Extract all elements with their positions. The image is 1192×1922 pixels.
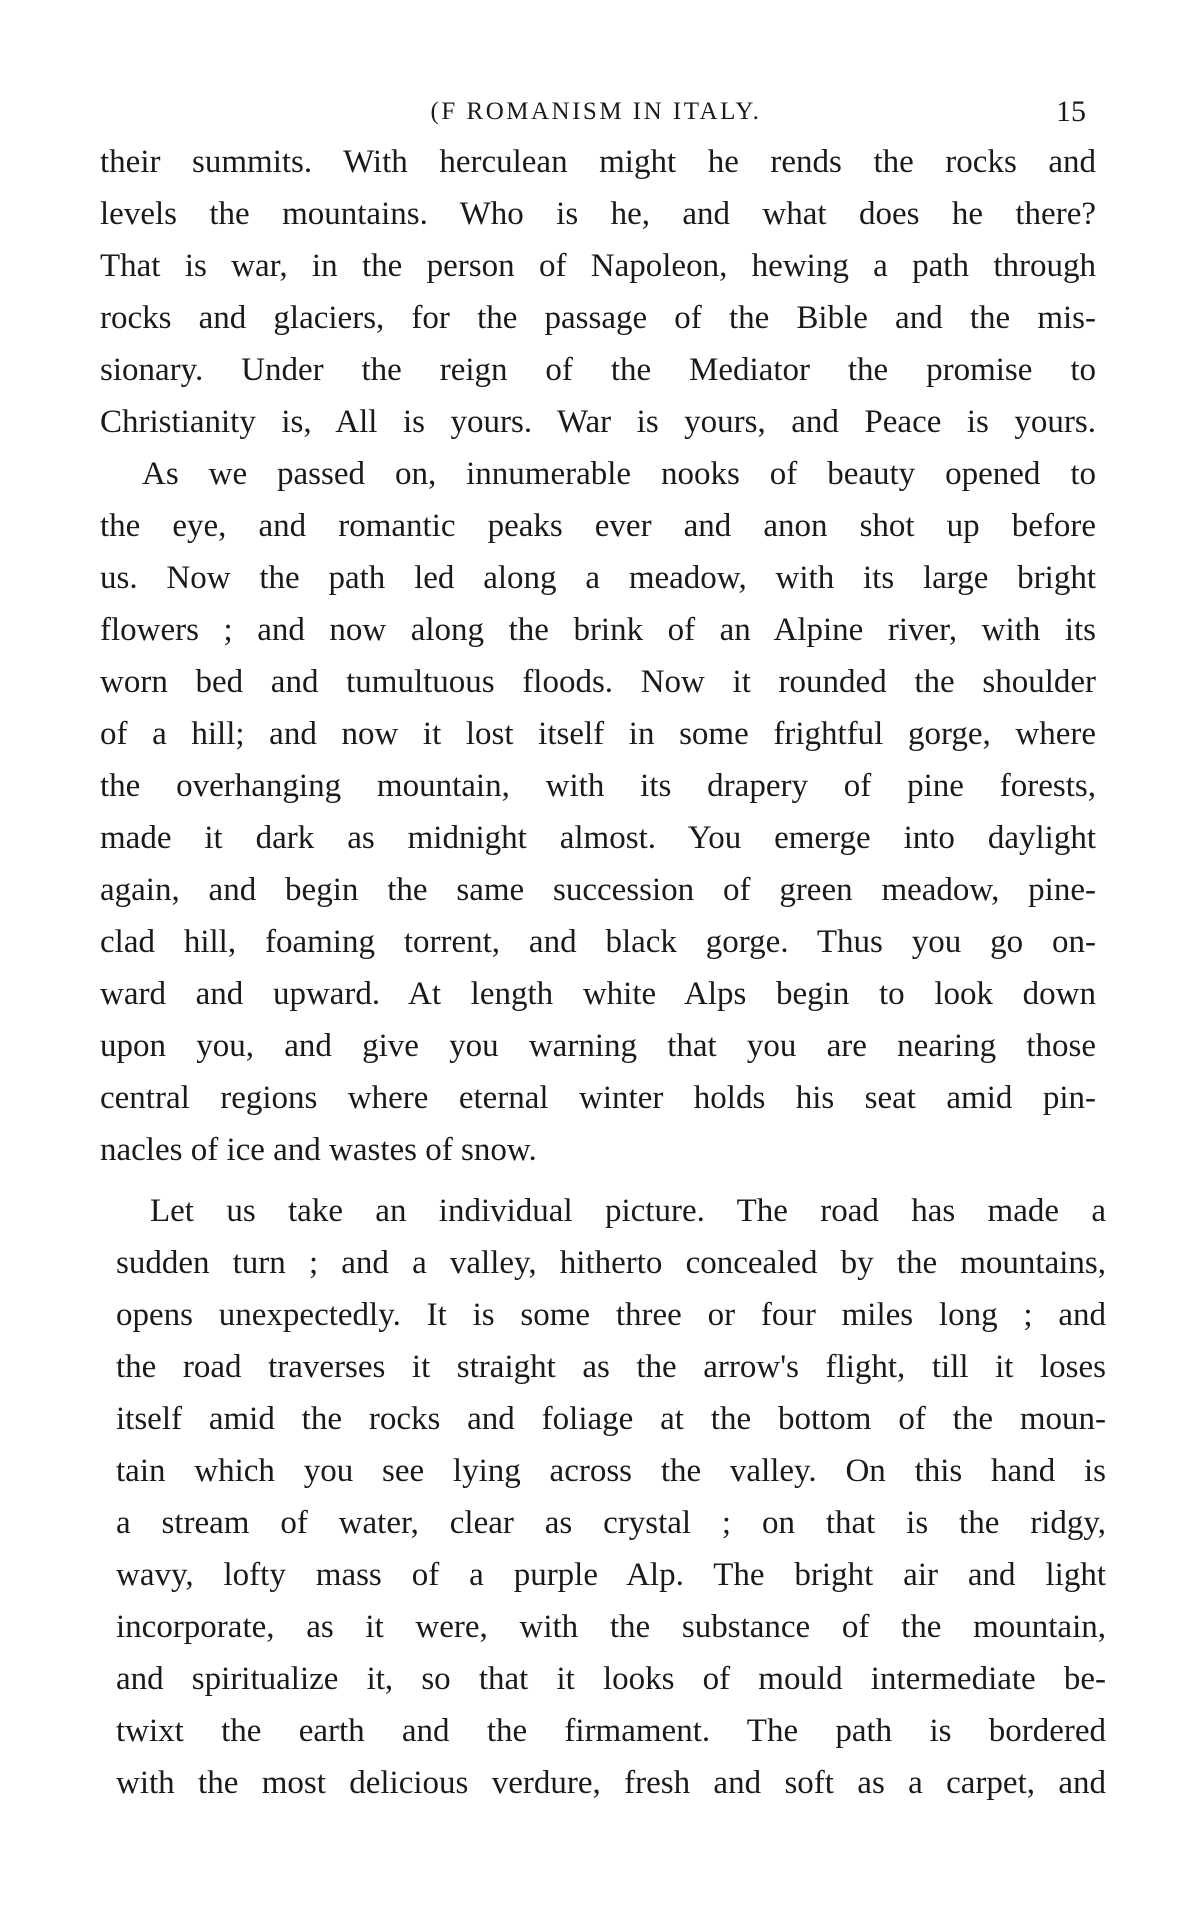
text-line: tain which you see lying across the valley. On this hand is: [116, 1453, 1106, 1489]
text-line: As we passed on, innumerable nooks of beauty opened to: [142, 456, 1096, 492]
text-line: upon you, and give you warning that you are nearing those: [100, 1028, 1096, 1064]
text-line: incorporate, as it were, with the substance of the mountain,: [116, 1609, 1106, 1645]
text-line: sionary. Under the reign of the Mediator the promise to: [100, 352, 1096, 388]
text-line: ward and upward. At length white Alps begin to look down: [100, 976, 1096, 1012]
running-title: (F ROMANISM IN ITALY.: [430, 98, 762, 125]
text-line: worn bed and tumultuous floods. Now it rounded the shoulder: [100, 664, 1096, 700]
text-line: itself amid the rocks and foliage at the bottom of the moun-: [116, 1401, 1106, 1437]
text-line: levels the mountains. Who is he, and what does he there?: [100, 196, 1096, 232]
text-line: nacles of ice and wastes of snow.: [100, 1132, 537, 1168]
text-line: with the most delicious verdure, fresh and soft as a carpet, and: [116, 1765, 1106, 1801]
text-line: Christianity is, All is yours. War is yours, and Peace is yours.: [100, 404, 1096, 440]
text-line: That is war, in the person of Napoleon, hewing a path through: [100, 248, 1096, 284]
text-line: sudden turn ; and a valley, hitherto concealed by the mountains,: [116, 1245, 1106, 1281]
text-line: the overhanging mountain, with its drapery of pine forests,: [100, 768, 1096, 804]
text-line: and spiritualize it, so that it looks of mould intermediate be-: [116, 1661, 1106, 1697]
text-line: Let us take an individual picture. The road has made a: [150, 1193, 1106, 1229]
text-line: opens unexpectedly. It is some three or four miles long ; and: [116, 1297, 1106, 1333]
text-line: of a hill; and now it lost itself in some frightful gorge, where: [100, 716, 1096, 752]
text-line: rocks and glaciers, for the passage of the Bible and the mis-: [100, 300, 1096, 336]
page-number: 15: [1056, 95, 1086, 128]
text-line: us. Now the path led along a meadow, with its large bright: [100, 560, 1096, 596]
text-line: their summits. With herculean might he rends the rocks and: [100, 144, 1096, 180]
text-line: made it dark as midnight almost. You emerge into daylight: [100, 820, 1096, 856]
text-line: a stream of water, clear as crystal ; on that is the ridgy,: [116, 1505, 1106, 1541]
text-line: flowers ; and now along the brink of an Alpine river, with its: [100, 612, 1096, 648]
running-head: [100, 92, 1092, 132]
text-line: wavy, lofty mass of a purple Alp. The bright air and light: [116, 1557, 1106, 1593]
text-line: clad hill, foaming torrent, and black gorge. Thus you go on-: [100, 924, 1096, 960]
text-line: central regions where eternal winter holds his seat amid pin-: [100, 1080, 1096, 1116]
text-line: the road traverses it straight as the arrow's flight, till it loses: [116, 1349, 1106, 1385]
text-line: again, and begin the same succession of green meadow, pine-: [100, 872, 1096, 908]
text-line: the eye, and romantic peaks ever and anon shot up before: [100, 508, 1096, 544]
text-line: twixt the earth and the firmament. The path is bordered: [116, 1713, 1106, 1749]
